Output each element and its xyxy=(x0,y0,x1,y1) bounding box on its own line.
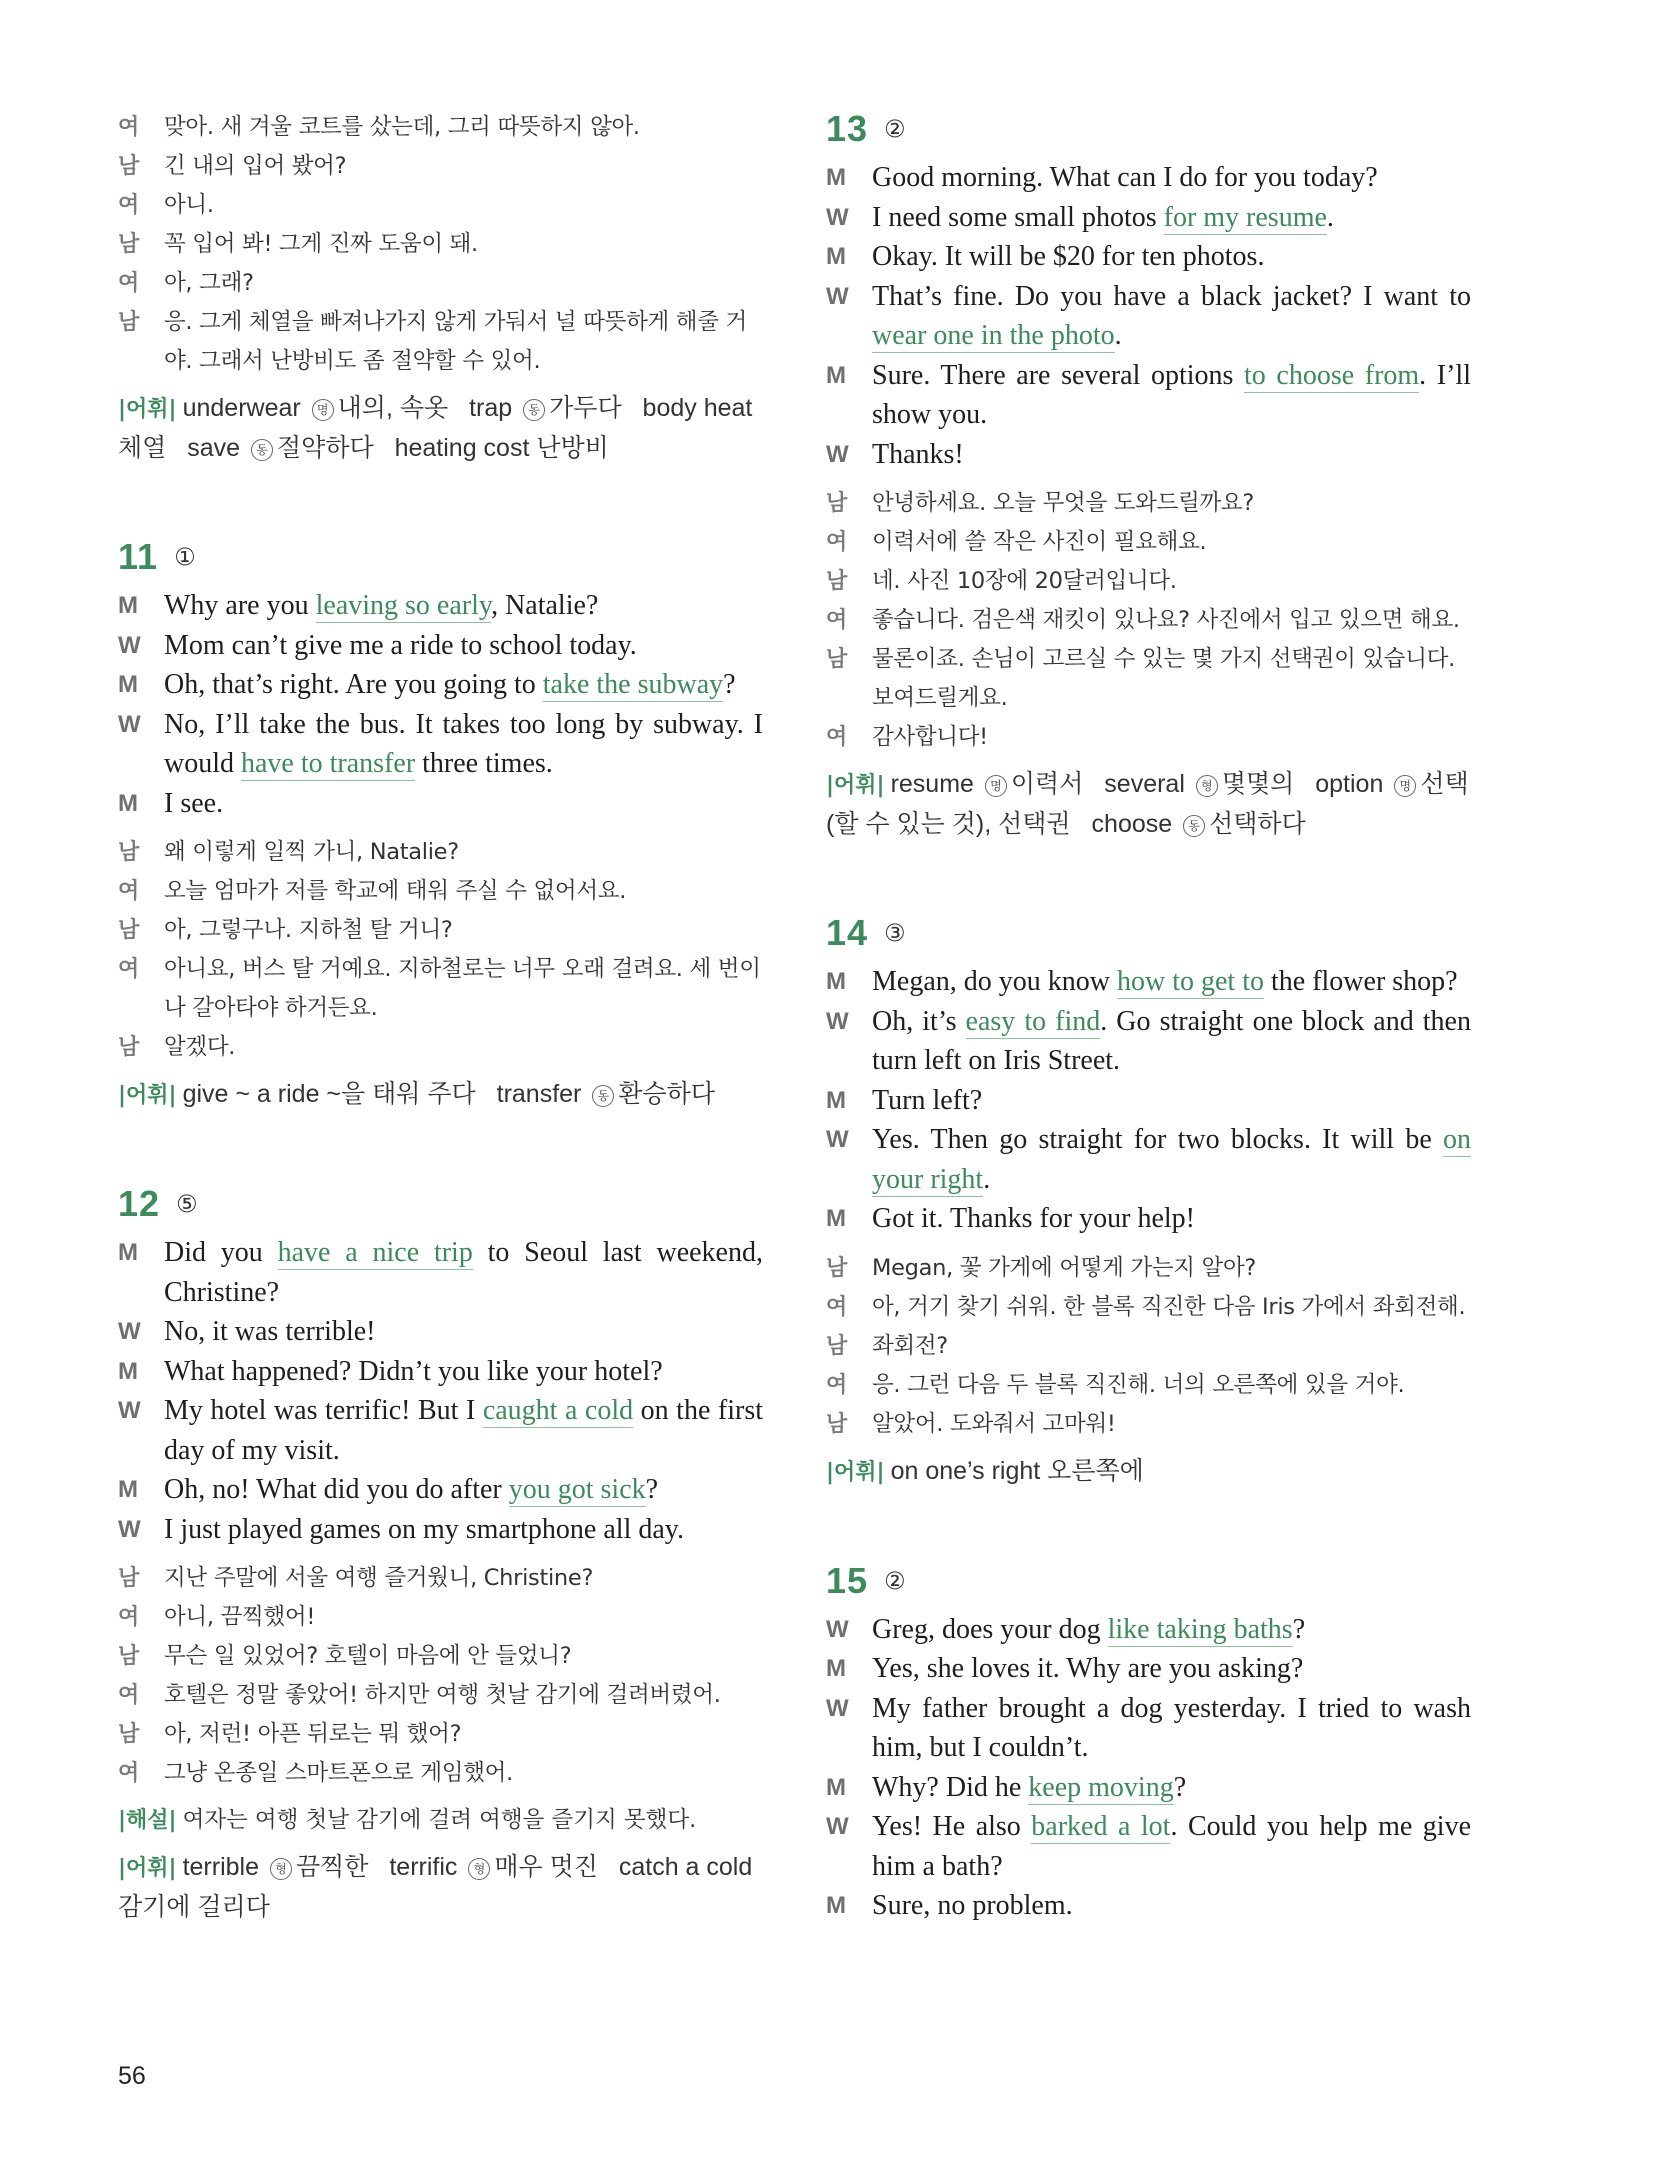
translation-text: 무슨 일 있었어? 호텔이 마음에 안 들었니? xyxy=(164,1643,572,1669)
vocabulary-note xyxy=(826,1452,1471,1492)
speaker-label: 남 xyxy=(118,840,139,865)
speaker-label: 여 xyxy=(118,193,139,218)
dialogue-text: No, it was terrible! xyxy=(164,1316,376,1347)
key-phrase: take the subway xyxy=(542,669,724,700)
dialogue-line xyxy=(826,1610,1471,1650)
translation-text: 아, 거기 찾기 쉬워. 한 블록 직진한 다음 Iris 가에서 좌회전해. xyxy=(872,1293,1466,1320)
dialogue-text: That’s fine. Do you have a black jacket? I want to wear one in the photo. xyxy=(872,280,1471,351)
vocabulary-meaning: 가두다 xyxy=(549,394,622,422)
dialogue-line xyxy=(118,1470,763,1510)
dialogue-text: Yes! He also barked a lot. Could you help me give him a bath? xyxy=(872,1811,1471,1882)
translation-line xyxy=(118,872,763,911)
part-of-speech-badge: 명 xyxy=(985,775,1007,797)
key-phrase: barked a lot xyxy=(1031,1811,1171,1842)
translation-text: 아, 저런! 아픈 뒤로는 뭐 했어? xyxy=(164,1721,462,1747)
dialogue-text: Oh, it’s easy to find. Go straight one block and then turn left on Iris Street. xyxy=(872,1005,1471,1076)
vocabulary-meaning: 환승하다 xyxy=(618,1080,715,1108)
speaker-label: 여 xyxy=(118,115,139,140)
speaker-label: M xyxy=(826,164,846,191)
speaker-label: 남 xyxy=(826,647,847,672)
vocabulary-item: save 동 절약하다 xyxy=(187,434,374,462)
speaker-label: M xyxy=(118,592,138,619)
translation xyxy=(118,108,763,381)
translation-text: 좌회전? xyxy=(872,1332,948,1359)
vocabulary-item: give ~ a ride ~을 태워 주다 xyxy=(182,1080,476,1108)
vocabulary-label: |어휘| xyxy=(826,1459,885,1485)
vocabulary-meaning: 이력서 xyxy=(1010,770,1084,798)
vocabulary-label: |어휘| xyxy=(118,1083,177,1108)
translation-line xyxy=(118,1637,763,1676)
dialogue-text: Yes. Then go straight for two blocks. It will be on your right. xyxy=(872,1124,1471,1195)
part-of-speech-badge: 동 xyxy=(1183,815,1205,837)
speaker-label: W xyxy=(118,1318,141,1345)
dialogue-line xyxy=(826,356,1471,435)
dialogue-text: I need some small photos for my resume. xyxy=(872,201,1334,233)
speaker-label: 여 xyxy=(826,608,847,633)
translation-text: 좋습니다. 검은색 재킷이 있나요? 사진에서 입고 있으면 해요. xyxy=(872,607,1460,633)
speaker-label: M xyxy=(118,1239,138,1266)
dialogue-line xyxy=(118,626,763,666)
question-14 xyxy=(826,912,1471,1492)
speaker-label: 여 xyxy=(118,271,139,296)
translation-text: 이력서에 쓸 작은 사진이 필요해요. xyxy=(872,529,1207,555)
speaker-label: 남 xyxy=(118,232,139,257)
translation-text: 아, 그래? xyxy=(164,270,254,296)
vocabulary-item: terrible 형 끔찍한 xyxy=(182,1853,369,1881)
speaker-label: 남 xyxy=(826,1333,847,1359)
dialogue-text: My father brought a dog yesterday. I tried to wash him, but I couldn’t. xyxy=(872,1692,1471,1763)
speaker-label: 여 xyxy=(118,1761,139,1786)
translation xyxy=(826,484,1471,757)
translation-line xyxy=(826,1288,1471,1327)
vocabulary-meaning: 체열 xyxy=(118,434,167,462)
question-11 xyxy=(118,536,763,1115)
key-phrase: have a nice trip xyxy=(277,1237,473,1268)
dialogue-text: Yes, she loves it. Why are you asking? xyxy=(872,1653,1304,1684)
translation xyxy=(118,833,763,1067)
vocabulary-item: transfer 동 환승하다 xyxy=(496,1080,715,1108)
answer-mark: ① xyxy=(174,543,196,571)
dialogue-text: Turn left? xyxy=(872,1084,983,1116)
dialogue-line xyxy=(826,1886,1471,1926)
translation xyxy=(826,1249,1471,1444)
question-number: 14 xyxy=(826,912,869,953)
speaker-label: 남 xyxy=(118,310,139,335)
speaker-label: M xyxy=(826,1773,846,1801)
vocabulary-meaning: 선택하다 xyxy=(1209,810,1306,838)
part-of-speech-badge: 명 xyxy=(1394,775,1416,797)
vocabulary-meaning: 매우 멋진 xyxy=(494,1853,598,1881)
vocabulary-label: |어휘| xyxy=(118,1856,177,1881)
dialogue-line xyxy=(118,665,763,705)
explanation-label: |해설| xyxy=(118,1808,177,1833)
key-phrase: like taking baths xyxy=(1107,1613,1293,1645)
dialogue-line xyxy=(826,1002,1471,1081)
speaker-label: 남 xyxy=(826,1411,847,1437)
vocabulary-note xyxy=(118,1848,763,1927)
dialogue-line xyxy=(826,1689,1471,1768)
question-header xyxy=(826,1560,1471,1602)
translation-text: 맞아. 새 겨울 코트를 샀는데, 그리 따뜻하지 않아. xyxy=(164,114,640,140)
dialogue-text: I see. xyxy=(164,787,224,819)
speaker-label: M xyxy=(826,968,846,995)
part-of-speech-badge: 명 xyxy=(312,399,334,421)
speaker-label: W xyxy=(826,282,849,310)
translation-line xyxy=(826,484,1471,523)
speaker-label: M xyxy=(118,789,138,817)
vocabulary-item: heating cost 난방비 xyxy=(394,434,609,462)
translation-text: 알았어. 도와줘서 고마워! xyxy=(872,1410,1116,1437)
answer-mark: ⑤ xyxy=(176,1190,198,1218)
translation-text: 호텔은 정말 좋았어! 하지만 여행 첫날 감기에 걸려버렸어. xyxy=(164,1682,721,1708)
speaker-label: 여 xyxy=(826,530,847,555)
vocabulary-item: resume 명 이력서 xyxy=(890,770,1084,798)
vocabulary-meaning: 절약하다 xyxy=(277,434,374,462)
translation-line xyxy=(118,911,763,950)
speaker-label: W xyxy=(118,1515,141,1543)
speaker-label: 여 xyxy=(118,1605,139,1630)
question-header xyxy=(826,108,1471,150)
question-number: 13 xyxy=(826,108,869,149)
part-of-speech-badge: 형 xyxy=(270,1858,292,1880)
dialogue-line xyxy=(118,1233,763,1312)
speaker-label: M xyxy=(118,1357,138,1385)
speaker-label: W xyxy=(826,440,849,468)
explanation: |해설| 여자는 여행 첫날 감기에 걸려 여행을 즐기지 못했다. xyxy=(118,1807,697,1833)
speaker-label: 남 xyxy=(118,918,139,943)
key-phrase: how to get to xyxy=(1116,966,1264,997)
dialogue-text: Greg, does your dog like taking baths? xyxy=(872,1613,1306,1645)
translation-line xyxy=(118,1028,763,1067)
dialogue-line xyxy=(826,1807,1471,1886)
speaker-label: 남 xyxy=(826,569,847,594)
speaker-label: 남 xyxy=(118,1644,139,1669)
translation-text: 왜 이렇게 일찍 가니, Natalie? xyxy=(164,839,459,865)
speaker-label: 여 xyxy=(826,1294,847,1320)
question-12 xyxy=(118,1183,763,1927)
translation-text: 네. 사진 10장에 20달러입니다. xyxy=(872,568,1177,594)
speaker-label: M xyxy=(118,1476,138,1503)
dialogue-text: Why? Did he keep moving? xyxy=(872,1771,1187,1803)
translation-text: 그냥 온종일 스마트폰으로 게임했어. xyxy=(164,1760,513,1786)
dialogue-text: Thanks! xyxy=(872,438,964,470)
dialogue-line xyxy=(118,784,763,824)
speaker-label: 여 xyxy=(826,725,847,750)
question-13 xyxy=(826,108,1471,844)
speaker-label: 남 xyxy=(118,154,139,179)
translation-line xyxy=(826,601,1471,640)
speaker-label: 남 xyxy=(118,1722,139,1747)
dialogue-text: No, I’ll take the bus. It takes too long by subway. I would have to transfer three times. xyxy=(164,708,763,779)
part-of-speech-badge: 동 xyxy=(523,399,545,421)
key-phrase: have to transfer xyxy=(241,748,416,779)
speaker-label: W xyxy=(826,1615,849,1643)
speaker-label: W xyxy=(118,631,141,659)
dialogue-text: My hotel was terrific! But I caught a cold on the first day of my visit. xyxy=(164,1395,763,1466)
dialogue-text: I just played games on my smartphone all day. xyxy=(164,1513,684,1545)
dialogue-line xyxy=(826,1199,1471,1239)
vocabulary-item: choose 동 선택하다 xyxy=(1091,810,1306,838)
dialogue-line xyxy=(118,1391,763,1470)
speaker-label: 남 xyxy=(826,1255,847,1281)
dialogue-line xyxy=(826,1081,1471,1121)
vocabulary-meaning: 선택(할 수 있는 것), 선택권 xyxy=(826,770,1469,838)
speaker-label: M xyxy=(118,671,138,698)
key-phrase: keep moving xyxy=(1028,1771,1174,1803)
key-phrase: wear one in the photo xyxy=(872,320,1115,351)
answer-mark: ② xyxy=(884,115,906,143)
translation-line xyxy=(826,1405,1471,1444)
translation-line xyxy=(826,562,1471,601)
translation-line xyxy=(826,718,1471,757)
speaker-label: W xyxy=(826,1813,849,1840)
dialogue-line xyxy=(118,1510,763,1550)
question-10-continuation xyxy=(118,108,763,468)
translation-line xyxy=(118,1676,763,1715)
vocabulary-note xyxy=(118,389,763,468)
dialogue-text: Megan, do you know how to get to the flower shop? xyxy=(872,966,1458,997)
vocabulary-meaning: 난방비 xyxy=(536,434,609,462)
speaker-label: M xyxy=(826,1892,846,1919)
dialogue-text: Why are you leaving so early, Natalie? xyxy=(164,590,599,621)
dialogue-line xyxy=(826,1120,1471,1199)
dialogue-line xyxy=(826,237,1471,277)
speaker-label: 여 xyxy=(826,1372,847,1398)
key-phrase: leaving so early xyxy=(315,590,492,621)
translation-line xyxy=(826,1249,1471,1288)
speaker-label: 여 xyxy=(118,1683,139,1708)
dialogue-text: Did you have a nice trip to Seoul last weekend, Christine? xyxy=(164,1237,763,1308)
dialogue-line xyxy=(826,277,1471,356)
vocabulary-item: terrific 형 매우 멋진 xyxy=(389,1853,598,1881)
vocabulary-note xyxy=(118,1075,763,1115)
vocabulary-meaning: ~을 태워 주다 xyxy=(326,1080,476,1108)
translation-line xyxy=(826,1366,1471,1405)
key-phrase: on your right xyxy=(872,1124,1471,1195)
translation-line xyxy=(118,303,763,381)
part-of-speech-badge: 동 xyxy=(251,439,273,461)
translation-text: 알겠다. xyxy=(164,1034,236,1060)
dialogue-line xyxy=(826,1768,1471,1808)
dialogue-text: Good morning. What can I do for you today? xyxy=(872,162,1378,193)
dialogue-line xyxy=(118,705,763,784)
speaker-label: M xyxy=(826,243,846,270)
translation-line xyxy=(118,225,763,264)
key-phrase: easy to find xyxy=(965,1005,1101,1037)
translation-text: 응. 그런 다음 두 블록 직진해. 너의 오른쪽에 있을 거야. xyxy=(872,1371,1405,1398)
speaker-label: W xyxy=(826,1694,849,1722)
dialogue-text: Sure. There are several options to choose from. I’ll show you. xyxy=(872,359,1471,430)
speaker-label: M xyxy=(826,1655,846,1682)
key-phrase: for my resume xyxy=(1163,201,1327,233)
vocabulary-item: several 형 몇몇의 xyxy=(1104,770,1295,798)
speaker-label: 여 xyxy=(118,957,139,982)
translation-line xyxy=(118,186,763,225)
dialogue-line xyxy=(826,962,1471,1002)
vocabulary-item: underwear 명 내의, 속옷 xyxy=(182,394,449,422)
translation-line xyxy=(826,1327,1471,1366)
vocabulary-meaning: 몇몇의 xyxy=(1221,770,1295,798)
translation-line xyxy=(118,1715,763,1754)
question-header xyxy=(826,912,1471,954)
translation-line xyxy=(118,1559,763,1598)
translation-line xyxy=(118,950,763,1028)
part-of-speech-badge: 형 xyxy=(468,1858,490,1880)
translation-text: 꼭 입어 봐! 그게 진짜 도움이 돼. xyxy=(164,231,478,257)
dialogue-text: What happened? Didn’t you like your hotel? xyxy=(164,1355,663,1387)
translation-text: Megan, 꽃 가게에 어떻게 가는지 알아? xyxy=(872,1254,1257,1281)
question-number: 12 xyxy=(118,1183,161,1224)
translation-text: 지난 주말에 서울 여행 즐거웠니, Christine? xyxy=(164,1565,594,1591)
translation-line xyxy=(118,264,763,303)
vocabulary-item: catch a cold 감기에 걸리다 xyxy=(118,1853,753,1921)
part-of-speech-badge: 형 xyxy=(1196,775,1218,797)
vocabulary-item: option 명 선택(할 수 있는 것), 선택권 xyxy=(826,770,1469,838)
translation-line xyxy=(118,108,763,147)
dialogue-text: Mom can’t give me a ride to school today. xyxy=(164,629,637,661)
answer-mark: ② xyxy=(884,1566,906,1595)
dialogue-line xyxy=(826,158,1471,198)
speaker-label: 남 xyxy=(118,1035,139,1060)
question-header xyxy=(118,536,763,578)
dialogue-line xyxy=(118,586,763,626)
dialogue-text: Sure, no problem. xyxy=(872,1890,1073,1921)
speaker-label: W xyxy=(118,1397,141,1424)
key-phrase: caught a cold xyxy=(482,1395,634,1426)
translation-text: 오늘 엄마가 저를 학교에 태워 주실 수 없어서요. xyxy=(164,878,627,904)
right-column xyxy=(826,108,1471,1926)
vocabulary-label: |어휘| xyxy=(826,773,885,798)
page-number: 56 xyxy=(118,2062,146,2090)
translation-text: 아니. xyxy=(164,192,214,218)
translation-text: 물론이죠. 손님이 고르실 수 있는 몇 가지 선택권이 있습니다. 보여드릴게요. xyxy=(872,646,1455,711)
vocabulary-meaning: 끔찍한 xyxy=(295,1853,369,1881)
speaker-label: M xyxy=(826,1205,846,1232)
vocabulary-note xyxy=(826,765,1471,844)
translation-line xyxy=(826,640,1471,718)
vocabulary-label: |어휘| xyxy=(118,397,177,422)
question-15 xyxy=(826,1560,1471,1926)
speaker-label: 남 xyxy=(118,1566,139,1591)
translation-text: 긴 내의 입어 봤어? xyxy=(164,153,347,179)
speaker-label: M xyxy=(826,361,846,389)
part-of-speech-badge: 동 xyxy=(592,1085,614,1107)
key-phrase: to choose from xyxy=(1244,359,1420,391)
vocabulary-item: trap 동 가두다 xyxy=(469,394,622,422)
speaker-label: W xyxy=(826,1126,849,1153)
translation-line xyxy=(118,147,763,186)
vocabulary-meaning: 감기에 걸리다 xyxy=(118,1893,270,1921)
vocabulary-meaning: 내의, 속옷 xyxy=(337,394,449,422)
speaker-label: W xyxy=(118,710,141,738)
translation-text: 아니, 끔찍했어! xyxy=(164,1604,316,1630)
question-header xyxy=(118,1183,763,1225)
dialogue-line xyxy=(118,1352,763,1392)
question-number: 11 xyxy=(118,536,159,577)
vocabulary-item: on one’s right 오른쪽에 xyxy=(890,1456,1144,1485)
dialogue-text: Oh, that’s right. Are you going to take the subway? xyxy=(164,669,736,700)
answer-mark: ③ xyxy=(884,919,906,947)
translation-line xyxy=(118,833,763,872)
question-number: 15 xyxy=(826,1559,869,1601)
speaker-label: W xyxy=(826,203,849,231)
dialogue-line xyxy=(118,1312,763,1352)
dialogue-line xyxy=(826,1649,1471,1689)
speaker-label: M xyxy=(826,1086,846,1114)
translation xyxy=(118,1559,763,1793)
key-phrase: you got sick xyxy=(508,1474,646,1505)
dialogue-line xyxy=(826,435,1471,475)
left-column xyxy=(118,108,763,1927)
translation-text: 안녕하세요. 오늘 무엇을 도와드릴까요? xyxy=(872,490,1255,516)
translation-line xyxy=(118,1598,763,1637)
dialogue-line xyxy=(826,198,1471,238)
speaker-label: 남 xyxy=(826,491,847,516)
vocabulary-meaning: 오른쪽에 xyxy=(1047,1456,1144,1485)
speaker-label: 여 xyxy=(118,879,139,904)
translation-text: 응. 그게 체열을 빠져나가지 않게 가둬서 널 따뜻하게 해줄 거야. 그래서 난방비도 좀 절약할 수 있어. xyxy=(164,309,747,374)
speaker-label: W xyxy=(826,1007,849,1035)
dialogue-text: Got it. Thanks for your help! xyxy=(872,1203,1195,1234)
dialogue-text: Okay. It will be $20 for ten photos. xyxy=(872,241,1265,272)
dialogue-text: Oh, no! What did you do after you got sick? xyxy=(164,1474,659,1505)
translation-line xyxy=(118,1754,763,1793)
translation-text: 아, 그렇구나. 지하철 탈 거니? xyxy=(164,917,453,943)
translation-line xyxy=(826,523,1471,562)
translation-text: 아니요, 버스 탈 거예요. 지하철로는 너무 오래 걸려요. 세 번이나 갈아타야 하거든요. xyxy=(164,956,761,1021)
vocabulary-item: body heat 체열 xyxy=(118,394,753,462)
translation-text: 감사합니다! xyxy=(872,724,988,750)
